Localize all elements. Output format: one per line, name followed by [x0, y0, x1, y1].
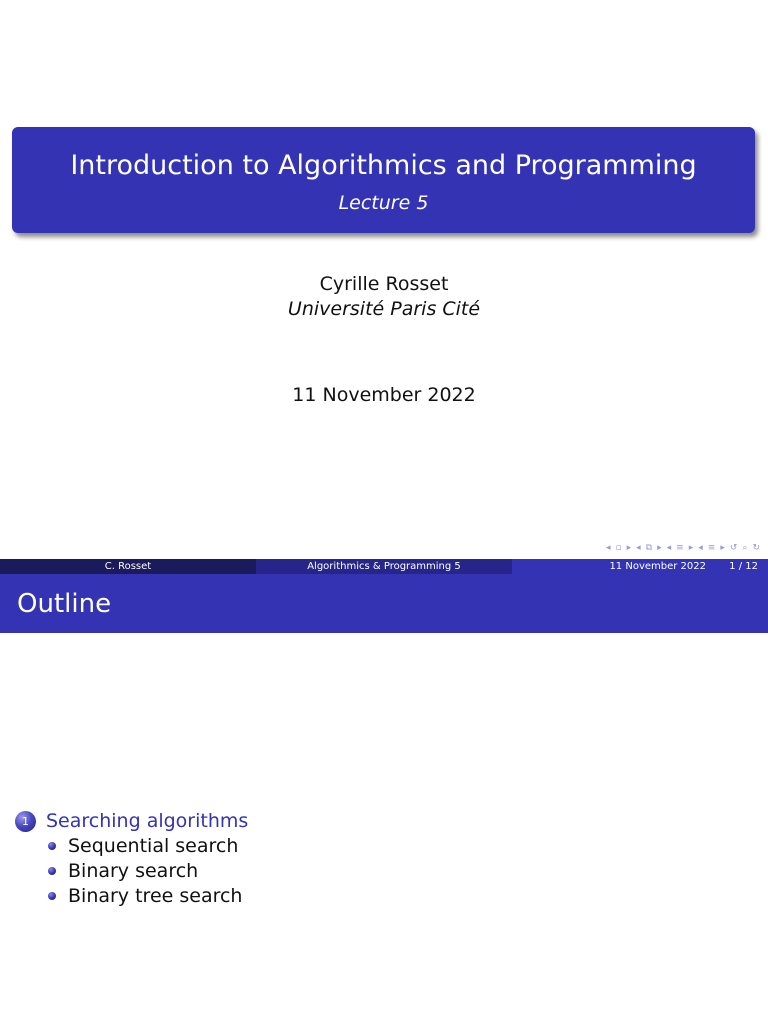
footline-short-title: Algorithmics & Programming 5 [256, 559, 512, 574]
bullet-icon [48, 842, 56, 850]
toc-section-item[interactable] [15, 808, 248, 834]
nav-left-arrow-icon[interactable]: ◂ [698, 543, 703, 553]
presentation-date: 11 November 2022 [292, 384, 476, 406]
back-icon[interactable]: ↺ [729, 543, 738, 553]
footline [0, 559, 768, 574]
toc-subsection-label: Sequential search [68, 835, 239, 857]
frame-title-bar [0, 574, 768, 633]
nav-left-arrow-icon[interactable]: ◂ [636, 543, 641, 553]
nav-right-arrow-icon[interactable]: ▸ [720, 543, 725, 553]
frame-icon[interactable]: ▫ [615, 543, 622, 553]
toc-subsection-item[interactable] [48, 884, 242, 908]
title-block [12, 127, 755, 233]
toc-subsection-label: Binary tree search [68, 885, 243, 907]
bullet-icon [48, 892, 56, 900]
nav-right-arrow-icon[interactable]: ▸ [688, 543, 694, 553]
nav-right-arrow-icon[interactable]: ▸ [626, 543, 632, 553]
zoom-icon[interactable]: ↻ [752, 543, 760, 553]
section-number-ball: 1 [15, 811, 36, 832]
nav-right-arrow-icon[interactable]: ▸ [657, 543, 662, 553]
nav-left-arrow-icon[interactable]: ◂ [605, 543, 611, 553]
nav-left-arrow-icon[interactable]: ◂ [666, 543, 672, 553]
section-icon[interactable]: ≡ [676, 543, 684, 553]
toc-subsection-item[interactable] [48, 834, 238, 858]
navigation-symbols [606, 541, 760, 555]
toc-section-label: Searching algorithms [46, 810, 249, 832]
bullet-icon [48, 867, 56, 875]
toc-subsection-item[interactable] [48, 859, 198, 883]
presentation-subtitle: Lecture 5 [338, 192, 429, 214]
search-icon[interactable]: ⌕ [742, 543, 748, 553]
author-name: Cyrille Rosset [319, 273, 449, 295]
subsection-icon[interactable]: ⧉ [645, 543, 653, 553]
footline-page-number: 1 / 12 [729, 561, 758, 572]
footline-author: C. Rosset [0, 559, 256, 574]
presentation-title: Introduction to Algorithmics and Programming [70, 150, 697, 181]
frame-title: Outline [17, 589, 112, 619]
subsection-icon[interactable]: ≡ [707, 543, 716, 553]
footline-date: 11 November 2022 [609, 561, 706, 572]
footline-date-page [512, 559, 768, 574]
institute-name: Université Paris Cité [287, 298, 481, 320]
toc-subsection-label: Binary search [68, 860, 199, 882]
